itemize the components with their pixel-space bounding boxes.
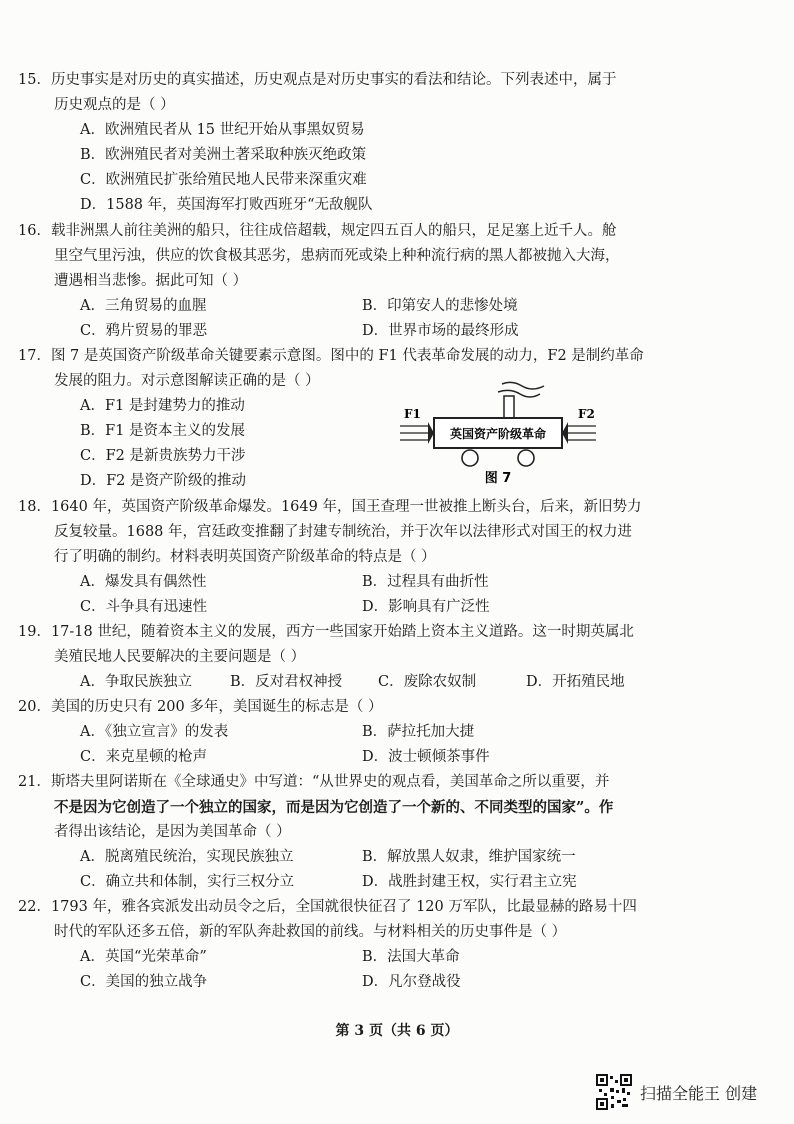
option-d: D．开拓殖民地 [526, 674, 625, 690]
f2-label: F2 [578, 407, 595, 421]
option-d: D．凡尔登战役 [362, 974, 461, 990]
option-row [18, 845, 678, 870]
wheel [518, 450, 534, 466]
option-a: A．三角贸易的血腥 [80, 298, 207, 314]
question-stem: 21．斯塔夫里阿诺斯在《全球通史》中写道：“从世界史的观点看，美国革命之所以重要，并 [18, 774, 610, 790]
question-stem: 时代的军队还多五倍，新的军队奔赴救国的前线。与材料相关的历史事件是（ ） [54, 924, 567, 940]
question-stem: 发展的阻力。对示意图解读正确的是（ ） [54, 373, 320, 389]
question-stem: 反复较量。1688 年，宫廷政变推翻了封建专制统治，并于次年以法律形式对国王的权力进 [54, 524, 633, 540]
smoke-line [502, 382, 544, 389]
question-stem: 美殖民地人民要解决的主要问题是（ ） [54, 649, 306, 665]
option-c: C．废除农奴制 [378, 674, 477, 690]
option-c: C．鸦片贸易的罪恶 [80, 323, 208, 339]
option-b: B．反对君权神授 [230, 674, 343, 690]
option-b: B．解放黑人奴隶，维护国家统一 [362, 849, 576, 865]
figure-7-diagram [398, 378, 598, 490]
option-d: D．F2 是资产阶级的推动 [80, 473, 247, 489]
question-stem: 者得出该结论，是因为美国革命（ ） [54, 824, 291, 840]
option-a: A．爆发具有偶然性 [80, 574, 207, 590]
question-16 [18, 219, 678, 344]
question-18 [18, 495, 678, 620]
question-stem: 20．美国的历史只有 200 多年，美国诞生的标志是（ ） [18, 699, 383, 715]
scanner-watermark [596, 1072, 757, 1112]
option-row [18, 294, 678, 319]
question-stem: 19．17-18 世纪，随着资本主义的发展，西方一些国家开始踏上资本主义道路。这一时期英属北 [18, 624, 634, 640]
question-19 [18, 620, 678, 695]
option-d: D．1588 年，英国海军打败西班牙“无敌舰队 [80, 197, 373, 213]
option-b: B．欧洲殖民者对美洲土著采取种族灭绝政策 [80, 147, 367, 163]
watermark-text: 扫描全能王 创建 [640, 1083, 758, 1103]
question-stem: 里空气里污浊，供应的饮食极其恶劣，患病而死或染上种种流行病的黑人都被抛入大海， [54, 248, 620, 264]
option-row [18, 720, 678, 745]
option-c: C．来克星顿的枪声 [80, 749, 208, 765]
option-b: B．法国大革命 [362, 949, 460, 965]
option-row [18, 670, 678, 695]
option-row [18, 870, 678, 895]
question-22 [18, 895, 678, 995]
qr-code-icon [596, 1074, 632, 1110]
option-c: C．F2 是新贵族势力干涉 [80, 448, 246, 464]
option-row [18, 319, 678, 344]
option-a: A．英国“光荣革命” [80, 949, 207, 965]
option-list [18, 118, 678, 218]
option-b: B．印第安人的悲惨处境 [362, 298, 518, 314]
option-d: D．波士顿倾茶事件 [362, 749, 490, 765]
question-stem: 行了明确的制约。材料表明英国资产阶级革命的特点是（ ） [54, 549, 436, 565]
option-c: C．美国的独立战争 [80, 974, 208, 990]
f1-label: F1 [404, 407, 421, 421]
page-number: 第 3 页（共 6 页） [335, 1023, 459, 1039]
question-stem: 17．图 7 是英国资产阶级革命关键要素示意图。图中的 F1 代表革命发展的动力，F2 是制约革命 [18, 348, 644, 364]
question-20 [18, 695, 678, 770]
option-a: A．欧洲殖民者从 15 世纪开始从事黑奴贸易 [80, 122, 365, 138]
option-d: D．战胜封建王权，实行君主立宪 [362, 874, 577, 890]
question-15 [18, 68, 678, 218]
option-row [18, 945, 678, 970]
option-c: C．斗争具有迅速性 [80, 599, 208, 615]
revolution-box-label: 英国资产阶级革命 [449, 427, 547, 441]
question-stem: 15．历史事实是对历史的真实描述，历史观点是对历史事实的看法和结论。下列表述中，属于 [18, 72, 617, 88]
option-c: C．确立共和体制，实行三权分立 [80, 874, 295, 890]
question-stem: 16．载非洲黑人前往美洲的船只，往往成倍超载，规定四五百人的船只，足足塞上近千人。舱 [18, 223, 617, 239]
question-21 [18, 770, 678, 895]
option-d: D．影响具有广泛性 [362, 599, 490, 615]
option-row [18, 970, 678, 995]
option-a: A．《独立宣言》的发表 [80, 724, 229, 740]
option-b: B．萨拉托加大捷 [362, 724, 475, 740]
question-stem: 遭遇相当悲惨。据此可知（ ） [54, 273, 248, 289]
option-c: C．欧洲殖民扩张给殖民地人民带来深重灾难 [80, 172, 367, 188]
wheel [462, 450, 478, 466]
option-row [18, 595, 678, 620]
question-stem: 18．1640 年，英国资产阶级革命爆发。1649 年，国王查理一世被推上断头台，后来，新旧势力 [18, 499, 642, 515]
option-row [18, 745, 678, 770]
option-b: B．过程具有曲折性 [362, 574, 489, 590]
question-stem: 22．1793 年，雅各宾派发出动员令之后，全国就很快征召了 120 万军队，比最显赫的路易十四 [18, 899, 637, 915]
chimney [504, 396, 514, 418]
question-stem: 不是因为它创造了一个独立的国家，而是因为它创造了一个新的、不同类型的国家”。作 [54, 799, 614, 816]
question-stem: 历史观点的是（ ） [54, 97, 175, 113]
figure-caption: 图 7 [484, 471, 512, 486]
option-a: A．脱离殖民统治，实现民族独立 [80, 849, 294, 865]
option-b: B．F1 是资本主义的发展 [80, 423, 246, 439]
option-row [18, 570, 678, 595]
option-d: D．世界市场的最终形成 [362, 323, 519, 339]
option-a: A．F1 是封建势力的推动 [80, 398, 245, 414]
option-a: A．争取民族独立 [80, 674, 192, 690]
